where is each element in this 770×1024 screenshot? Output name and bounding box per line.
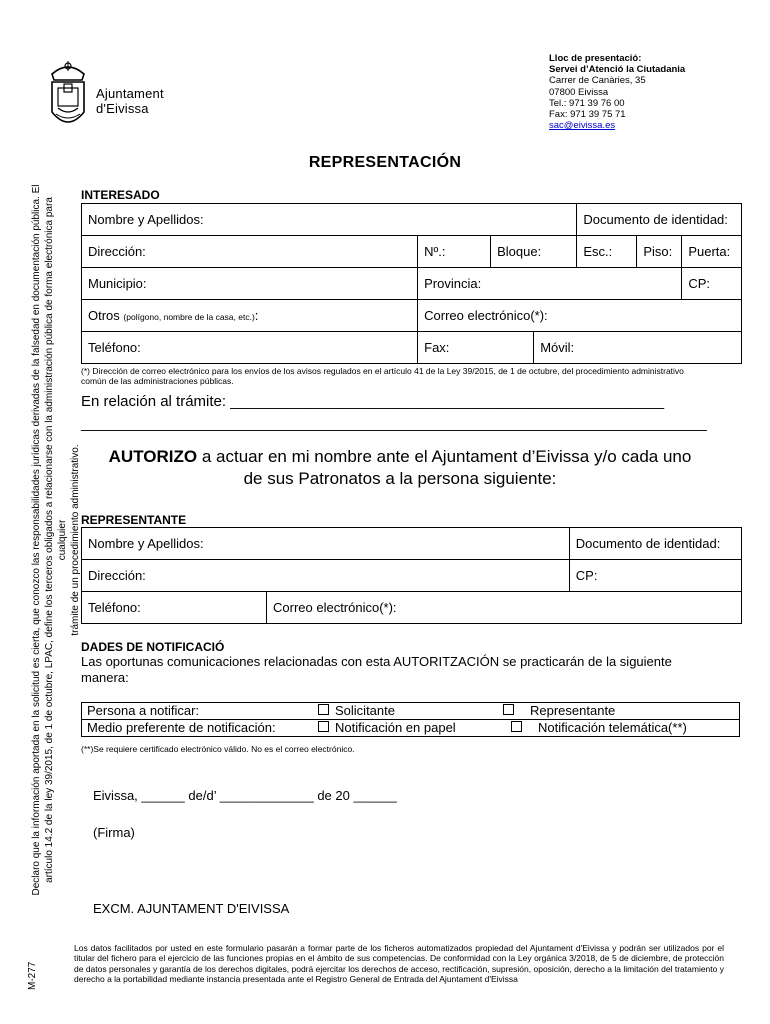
- paper-checkbox[interactable]: [318, 721, 329, 732]
- tramite-block: [81, 391, 707, 435]
- others-field[interactable]: [82, 300, 418, 332]
- others-label: Otros: [88, 308, 120, 323]
- organization-name: [96, 86, 164, 116]
- option-paper-label: Notificación en papel: [335, 720, 456, 735]
- option-paper[interactable]: [318, 720, 456, 736]
- coat-of-arms-logo: [44, 60, 92, 134]
- option-telematic[interactable]: [511, 720, 687, 736]
- email-field[interactable]: Correo electrónico(*):: [418, 300, 742, 332]
- rep-postal-code-field[interactable]: CP:: [569, 560, 741, 592]
- rep-email-field[interactable]: Correo electrónico(*):: [267, 592, 742, 624]
- representante-checkbox[interactable]: [503, 704, 514, 715]
- date-line[interactable]: Eivissa, ______ de/d’ _____________ de 20 ______: [93, 788, 397, 803]
- privacy-notice: Los datos facilitados por usted en este formulario pasarán a formar parte de los ficheros automatizados propiedad del Ajuntament d'Eivissa y podrán ser utilizados por el titular del fichero para el ejercicio de las funciones propias en el ámbito de sus competencias. De conformidad con la Ley orgánica 3/2018, de 5 de diciembre, de protección de datos personales y garantía de los derechos digitales, podrá ejercitar los derechos de acceso, rectificación, supresión, oposición, derecho a la limitación del tratamiento y derecho a la portabilidad mediante instancia presentada ante el Registro General de Entrada del Ajuntament d'Eivissa: [74, 943, 724, 985]
- option-representante[interactable]: [503, 703, 615, 719]
- others-hint: (polígono, nombre de la casa, etc.): [123, 312, 255, 322]
- postal-code-field[interactable]: CP:: [682, 268, 742, 300]
- place-label: Lloc de presentació:: [549, 53, 642, 64]
- side-declaration-text: [30, 180, 82, 900]
- option-telematic-label: Notificación telemática(**): [538, 720, 687, 735]
- authorization-statement: [60, 446, 740, 490]
- representante-table: [81, 527, 742, 624]
- email-link[interactable]: sac@eivissa.es: [549, 120, 616, 132]
- notification-medium-row: [82, 719, 739, 736]
- presentation-place-block: [549, 53, 759, 131]
- org-name-line2: d'Eivissa: [96, 101, 149, 116]
- authorize-text: a actuar en mi nombre ante el Ajuntament d’Eivissa y/o cada uno: [197, 447, 692, 466]
- notification-text: Las oportunas comunicaciones relacionadas con esta AUTORITZACIÓN se practicarán de la siguiente manera:: [81, 654, 672, 685]
- option-solicitante-label: Solicitante: [335, 703, 395, 718]
- email-note: (*) Dirección de correo electrónico para los envíos de los avisos regulados en el artículo 41 de la Ley 39/2015, de 1 de octubre, del procedimiento administrativo común de las administraciones públicas.: [81, 366, 684, 386]
- telephone: Tel.: 971 39 76 00: [549, 97, 625, 109]
- notification-medium-label: Medio preferente de notificación:: [87, 720, 276, 735]
- service-name: Servei d’Atenció la Ciutadania: [549, 64, 686, 76]
- rep-id-document-field[interactable]: Documento de identidad:: [569, 528, 741, 560]
- rep-name-field[interactable]: Nombre y Apellidos:: [82, 528, 570, 560]
- org-name-line1: Ajuntament: [96, 86, 164, 101]
- interesado-table: [81, 203, 742, 364]
- section-heading-notificacio: DADES DE NOTIFICACIÓ: [81, 640, 225, 654]
- person-to-notify-row: [82, 703, 739, 719]
- street-address: Carrer de Canàries, 35: [549, 75, 646, 87]
- tramite-line1[interactable]: En relación al trámite: ____________________________________________________: [81, 393, 665, 410]
- fax-field[interactable]: Fax:: [418, 332, 534, 364]
- address-field[interactable]: Dirección:: [82, 236, 418, 268]
- province-field[interactable]: Provincia:: [418, 268, 682, 300]
- telematic-checkbox[interactable]: [511, 721, 522, 732]
- option-solicitante[interactable]: [318, 703, 395, 719]
- name-field[interactable]: Nombre y Apellidos:: [82, 204, 577, 236]
- block-field[interactable]: Bloque:: [491, 236, 577, 268]
- mobile-field[interactable]: Móvil:: [534, 332, 742, 364]
- notification-options: [81, 702, 740, 737]
- floor-field[interactable]: Piso:: [637, 236, 682, 268]
- rep-address-field[interactable]: Dirección:: [82, 560, 570, 592]
- door-field[interactable]: Puerta:: [682, 236, 742, 268]
- section-heading-interesado: INTERESADO: [81, 188, 160, 202]
- section-heading-representante: REPRESENTANTE: [81, 513, 187, 527]
- option-representante-label: Representante: [530, 703, 616, 718]
- tramite-line2[interactable]: ___________________________________________________________________________: [81, 415, 707, 432]
- person-to-notify-label: Persona a notificar:: [87, 703, 200, 718]
- rep-phone-field[interactable]: Teléfono:: [82, 592, 267, 624]
- authorize-text-line2: de sus Patronatos a la persona siguiente:: [243, 469, 557, 488]
- authorize-keyword: AUTORIZO: [108, 447, 198, 466]
- signature-label: (Firma): [93, 825, 135, 840]
- side-text-line2: artículo 14.2 de la ley 39/2015, de 1 de octubre, LPAC, define los terceros obligados a relacionarse con la administración pública de forma electrónica para cualquier: [44, 197, 68, 883]
- addressee: EXCM. AJUNTAMENT D'EIVISSA: [93, 901, 290, 916]
- certificate-note: (**)Se requiere certificado electrónico válido. No es el correo electrónico.: [81, 744, 355, 754]
- city-address: 07800 Eivissa: [549, 86, 609, 98]
- side-text-line1: Declaro que la información aportada en la solicitud es cierta, que conozco las responsabilidades jurídicas derivadas de la falsedad en documentación pública. El: [31, 184, 42, 896]
- fax-number: Fax: 971 39 75 71: [549, 109, 626, 121]
- id-document-field[interactable]: Documento de identidad:: [577, 204, 742, 236]
- model-code: M-277: [27, 961, 38, 990]
- solicitante-checkbox[interactable]: [318, 704, 329, 715]
- page-title: REPRESENTACIÓN: [308, 154, 462, 171]
- side-text-line3: trámite de un procedimiento administrativo.: [70, 444, 81, 636]
- number-field[interactable]: Nº.:: [418, 236, 491, 268]
- others-colon: :: [254, 308, 259, 323]
- stair-field[interactable]: Esc.:: [577, 236, 637, 268]
- phone-field[interactable]: Teléfono:: [82, 332, 418, 364]
- municipality-field[interactable]: Municipio:: [82, 268, 418, 300]
